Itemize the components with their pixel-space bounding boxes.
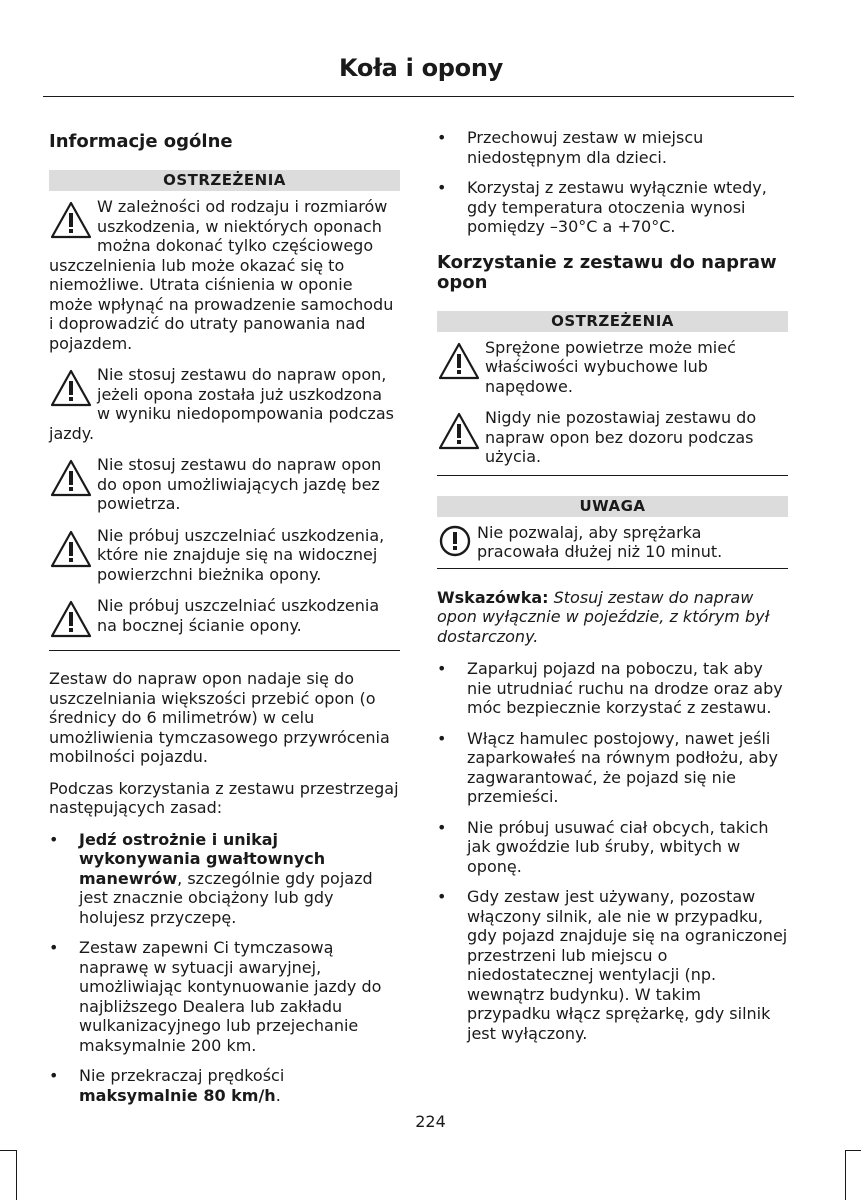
crop-mark — [16, 1150, 17, 1200]
list-item — [437, 729, 788, 807]
bold-text: maksymalnie 80 km/h — [79, 1085, 276, 1105]
list-item — [437, 178, 788, 237]
hint-text: Stosuj zestaw do napraw opon wyłącznie w pojeździe, z którym był dostarczony. — [437, 587, 770, 646]
warning-item — [49, 455, 400, 514]
paragraph-kit-purpose: Zestaw do napraw opon nadaje się do uszczelniania większości przebić opon (o średnicy do 6 milimetrów) w celu umożliwienia tymczasowego przywrócenia mobilności pojazdu. — [49, 669, 390, 766]
warning-text: W zależności od rodzaju i rozmiarów uszkodzenia, w niektórych oponach można dokonać tylko częściowego uszczelnienia lub może okazać się to niemożliwe. Utrata ciśnienia w oponie może wpłynąć na prowadzenie samochodu i doprowadzić do utraty panowania nad pojazdem. — [49, 197, 394, 353]
warning-text: Nigdy nie pozostawiaj zestawu do napraw opon bez dozoru podczas użycia. — [485, 408, 757, 466]
list-item — [49, 938, 400, 1055]
warning-item — [49, 596, 400, 642]
title-rule — [43, 96, 794, 97]
list-item — [49, 830, 400, 928]
list-item-text: Korzystaj z zestawu wyłącznie wtedy, gdy temperatura otoczenia wynosi pomiędzy –30°C a +70°C. — [467, 178, 767, 236]
crop-mark — [845, 1150, 861, 1151]
bullet-dot: • — [437, 659, 447, 678]
list-item-text: Nie przekraczaj prędkości — [79, 1066, 285, 1085]
warnings-bar: OSTRZEŻENIA — [437, 311, 788, 332]
warning-item — [49, 526, 400, 585]
warning-triangle-icon — [49, 528, 93, 572]
warning-triangle-icon — [49, 598, 93, 642]
list-item-text: Gdy zestaw jest używany, pozostaw włączony silnik, ale nie w przypadku, gdy pojazd znajduje się na ograniczonej przestrzeni lub miejscu o niedostatecznej wentylacji (np. wewnątrz budynku). W takim przypadku włącz sprężarkę, gdy silnik jest wyłączony. — [467, 887, 788, 1043]
bullet-dot: • — [437, 728, 447, 748]
bullet-dot: • — [49, 829, 59, 849]
section-divider — [437, 568, 788, 569]
exclamation-circle-icon — [439, 525, 471, 557]
warning-triangle-icon — [49, 457, 93, 501]
list-item — [49, 1066, 400, 1105]
list-item-text: Zestaw zapewni Ci tymczasową naprawę w sytuacji awaryjnej, umożliwiając kontynuowanie jazdy do najbliższego Dealera lub zakładu wulkanizacyjnego lub przejechanie maksymalnie 200 km. — [79, 938, 382, 1055]
warning-text: Nie stosuj zestawu do napraw opon do opon umożliwiających jazdę bez powietrza. — [97, 455, 382, 513]
notice-text: Nie pozwalaj, aby sprężarka pracowała dłużej niż 10 minut. — [477, 522, 723, 561]
list-item-text: . — [275, 1085, 281, 1105]
bullet-dot: • — [437, 128, 447, 147]
warnings-bar: OSTRZEŻENIA — [49, 170, 400, 191]
crop-mark — [0, 1150, 16, 1151]
section-divider — [437, 475, 788, 476]
warning-text: Nie próbuj uszczelniać uszkodzenia na bocznej ścianie opony. — [97, 596, 380, 635]
list-item — [437, 818, 788, 877]
right-column — [437, 128, 788, 1054]
warning-item — [437, 338, 788, 397]
notice-item — [437, 523, 788, 562]
list-item — [437, 659, 788, 718]
list-item-text: Włącz hamulec postojowy, nawet jeśli zaparkowałeś na równym podłożu, aby zagwarantować, że pojazd się nie przemieści. — [467, 728, 778, 806]
warning-text: Nie stosuj zestawu do napraw opon, jeżeli opona została już uszkodzona w wyniku niedopompowania podczas jazdy. — [49, 365, 394, 443]
list-item — [437, 128, 788, 167]
warning-item — [437, 408, 788, 467]
section-heading-general: Informacje ogólne — [49, 131, 233, 152]
paragraph-rules-intro: Podczas korzystania z zestawu przestrzegaj następujących zasad: — [49, 778, 399, 817]
list-item-text: Zaparkuj pojazd na poboczu, tak aby nie utrudniać ruchu na drodze oraz aby móc bezpiecznie korzystać z zestawu. — [467, 659, 783, 717]
list-item-text: , szczególnie gdy pojazd jest znacznie obciążony lub gdy holujesz przyczepę. — [79, 868, 373, 927]
bold-text: Jedź ostrożnie i unikaj wykonywania gwałtownych manewrów — [79, 829, 326, 888]
page-title: Koła i opony — [339, 54, 503, 82]
notice-bar: UWAGA — [437, 496, 788, 517]
warning-text: Nie próbuj uszczelniać uszkodzenia, które nie znajduje się na widocznej powierzchni bieżnika opony. — [97, 525, 385, 584]
section-heading-usage: Korzystanie z zestawu do napraw opon — [437, 251, 777, 293]
warning-triangle-icon — [49, 199, 93, 243]
warning-triangle-icon — [49, 367, 93, 411]
section-divider — [49, 650, 400, 651]
warning-triangle-icon — [437, 410, 481, 454]
bullet-dot: • — [437, 178, 447, 197]
bullet-dot: • — [49, 1066, 59, 1085]
warning-text: Sprężone powietrze może mieć właściwości wybuchowe lub napędowe. — [485, 337, 736, 396]
hint-label: Wskazówka: — [437, 587, 549, 607]
warning-item — [49, 197, 400, 353]
list-item-text: Nie próbuj usuwać ciał obcych, takich jak gwoździe lub śruby, wbitych w oponę. — [467, 817, 769, 876]
warning-triangle-icon — [437, 340, 481, 384]
bullet-dot: • — [437, 817, 447, 837]
list-item — [437, 887, 788, 1043]
crop-mark — [845, 1150, 846, 1200]
warning-item — [49, 365, 400, 443]
page-number: 224 — [415, 1112, 446, 1131]
bullet-dot: • — [437, 887, 447, 906]
hint-paragraph — [437, 588, 788, 647]
left-column — [49, 128, 400, 1116]
bullet-dot: • — [49, 938, 59, 957]
list-item-text: Przechowuj zestaw w miejscu niedostępnym dla dzieci. — [467, 128, 704, 167]
